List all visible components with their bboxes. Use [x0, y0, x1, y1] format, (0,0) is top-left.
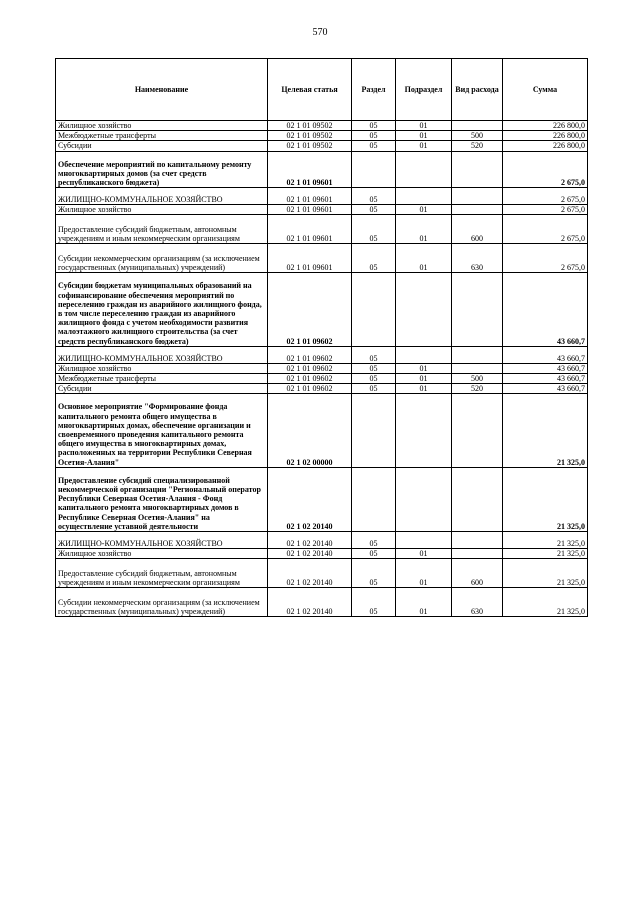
table-row	[56, 131, 588, 141]
cell-code: 02 1 01 09602	[268, 374, 352, 384]
cell-code: 02 1 02 20140	[268, 588, 352, 617]
table-row	[56, 346, 588, 363]
cell-section	[352, 394, 396, 467]
table-row	[56, 549, 588, 559]
cell-subsection: 01	[396, 588, 452, 617]
cell-name: Субсидии бюджетам муниципальных образований на софинансирование обеспечения мероприятий по переселению граждан из аварийного жилищного фонда, в том числе переселению граждан из аварийного жилищного фонда с учетом необходимости развития малоэтажного жилищного строительства (за счет средств республиканского бюджета)	[56, 273, 268, 346]
header-sum: Сумма	[503, 59, 588, 121]
cell-kind: 630	[452, 588, 503, 617]
cell-name: Субсидии	[56, 384, 268, 394]
cell-section: 05	[352, 532, 396, 549]
cell-subsection: 01	[396, 363, 452, 373]
table-row	[56, 273, 588, 346]
cell-name: ЖИЛИЩНО-КОММУНАЛЬНОЕ ХОЗЯЙСТВО	[56, 188, 268, 205]
cell-subsection	[396, 346, 452, 363]
cell-kind	[452, 346, 503, 363]
cell-kind	[452, 151, 503, 188]
table-row	[56, 588, 588, 617]
cell-kind	[452, 188, 503, 205]
cell-name: Предоставление субсидий бюджетным, автономным учреждениям и иным некоммерческим организациям	[56, 559, 268, 588]
cell-kind	[452, 273, 503, 346]
cell-name: Жилищное хозяйство	[56, 549, 268, 559]
cell-name: Предоставление субсидий специализированной некоммерческой организации "Региональный оператор Республики Северная Осетия-Алания - Фонд капитального ремонта многоквартирных домов в Республике Северная Осетия-Алания" на осуществление уставной деятельности	[56, 467, 268, 531]
cell-subsection: 01	[396, 131, 452, 141]
cell-section: 05	[352, 559, 396, 588]
cell-kind	[452, 532, 503, 549]
cell-sum: 43 660,7	[503, 346, 588, 363]
table-row	[56, 384, 588, 394]
cell-kind: 520	[452, 384, 503, 394]
table-row	[56, 467, 588, 531]
cell-sum: 226 800,0	[503, 141, 588, 151]
cell-name: Субсидии некоммерческим организациям (за исключением государственных (муниципальных) учреждений)	[56, 588, 268, 617]
cell-code: 02 1 01 09602	[268, 273, 352, 346]
cell-sum: 2 675,0	[503, 215, 588, 244]
cell-subsection	[396, 188, 452, 205]
cell-section: 05	[352, 205, 396, 215]
header-name: Наименование	[56, 59, 268, 121]
cell-kind	[452, 121, 503, 131]
cell-subsection	[396, 532, 452, 549]
cell-name: ЖИЛИЩНО-КОММУНАЛЬНОЕ ХОЗЯЙСТВО	[56, 532, 268, 549]
budget-table	[55, 58, 588, 617]
cell-sum: 21 325,0	[503, 532, 588, 549]
table-row	[56, 121, 588, 131]
cell-section: 05	[352, 384, 396, 394]
cell-section: 05	[352, 346, 396, 363]
table-row	[56, 394, 588, 467]
cell-kind	[452, 363, 503, 373]
cell-subsection: 01	[396, 121, 452, 131]
cell-code: 02 1 02 00000	[268, 394, 352, 467]
cell-section: 05	[352, 188, 396, 205]
cell-kind	[452, 205, 503, 215]
cell-code: 02 1 01 09602	[268, 346, 352, 363]
cell-sum: 2 675,0	[503, 244, 588, 273]
cell-name: Жилищное хозяйство	[56, 363, 268, 373]
cell-kind	[452, 549, 503, 559]
cell-name: Предоставление субсидий бюджетным, автономным учреждениям и иным некоммерческим организациям	[56, 215, 268, 244]
cell-sum: 21 325,0	[503, 559, 588, 588]
table-row	[56, 374, 588, 384]
cell-kind: 600	[452, 215, 503, 244]
cell-subsection	[396, 273, 452, 346]
cell-kind	[452, 394, 503, 467]
cell-code: 02 1 01 09602	[268, 363, 352, 373]
table-row	[56, 215, 588, 244]
cell-kind: 500	[452, 131, 503, 141]
cell-sum: 21 325,0	[503, 394, 588, 467]
header-section: Раздел	[352, 59, 396, 121]
cell-sum: 21 325,0	[503, 588, 588, 617]
table-row	[56, 363, 588, 373]
cell-code: 02 1 01 09502	[268, 121, 352, 131]
cell-kind	[452, 467, 503, 531]
header-code: Целевая статья	[268, 59, 352, 121]
cell-sum: 43 660,7	[503, 363, 588, 373]
cell-code: 02 1 01 09601	[268, 244, 352, 273]
cell-subsection	[396, 394, 452, 467]
cell-sum: 2 675,0	[503, 188, 588, 205]
cell-section: 05	[352, 244, 396, 273]
cell-section: 05	[352, 549, 396, 559]
cell-section: 05	[352, 141, 396, 151]
cell-subsection: 01	[396, 244, 452, 273]
cell-subsection: 01	[396, 141, 452, 151]
cell-name: Субсидии некоммерческим организациям (за исключением государственных (муниципальных) учреждений)	[56, 244, 268, 273]
cell-section: 05	[352, 374, 396, 384]
cell-code: 02 1 01 09601	[268, 215, 352, 244]
cell-sum: 43 660,7	[503, 374, 588, 384]
cell-section: 05	[352, 215, 396, 244]
table-row	[56, 188, 588, 205]
table-row	[56, 151, 588, 188]
cell-code: 02 1 01 09502	[268, 141, 352, 151]
page-number: 570	[312, 27, 328, 38]
cell-code: 02 1 02 20140	[268, 549, 352, 559]
cell-section: 05	[352, 121, 396, 131]
cell-sum: 43 660,7	[503, 384, 588, 394]
cell-code: 02 1 02 20140	[268, 467, 352, 531]
cell-kind: 520	[452, 141, 503, 151]
table-row	[56, 244, 588, 273]
cell-name: ЖИЛИЩНО-КОММУНАЛЬНОЕ ХОЗЯЙСТВО	[56, 346, 268, 363]
cell-name: Жилищное хозяйство	[56, 205, 268, 215]
cell-code: 02 1 01 09601	[268, 205, 352, 215]
cell-kind: 630	[452, 244, 503, 273]
cell-code: 02 1 01 09601	[268, 151, 352, 188]
cell-section	[352, 467, 396, 531]
cell-name: Основное мероприятие "Формирование фонда капитального ремонта общего имущества в многоквартирных домах, обеспечение организации и своевременного проведения капитального ремонта общего имущества в многоквартирных домах, расположенных на территории Республики Северная Осетия-Алания"	[56, 394, 268, 467]
cell-name: Межбюджетные трансферты	[56, 374, 268, 384]
table-header-row	[56, 59, 588, 121]
cell-code: 02 1 01 09502	[268, 131, 352, 141]
cell-name: Межбюджетные трансферты	[56, 131, 268, 141]
cell-subsection: 01	[396, 205, 452, 215]
table-row	[56, 559, 588, 588]
cell-sum: 2 675,0	[503, 151, 588, 188]
cell-subsection	[396, 151, 452, 188]
cell-name: Жилищное хозяйство	[56, 121, 268, 131]
cell-sum: 226 800,0	[503, 131, 588, 141]
cell-sum: 226 800,0	[503, 121, 588, 131]
cell-section: 05	[352, 588, 396, 617]
cell-subsection: 01	[396, 215, 452, 244]
cell-name: Обеспечение мероприятий по капитальному ремонту многоквартирных домов (за счет средств республиканского бюджета)	[56, 151, 268, 188]
cell-subsection	[396, 467, 452, 531]
table-row	[56, 141, 588, 151]
cell-sum: 43 660,7	[503, 273, 588, 346]
cell-name: Субсидии	[56, 141, 268, 151]
header-subsection: Подраздел	[396, 59, 452, 121]
cell-section	[352, 273, 396, 346]
cell-kind: 600	[452, 559, 503, 588]
cell-subsection: 01	[396, 374, 452, 384]
cell-code: 02 1 02 20140	[268, 559, 352, 588]
cell-subsection: 01	[396, 559, 452, 588]
cell-subsection: 01	[396, 549, 452, 559]
cell-subsection: 01	[396, 384, 452, 394]
table-row	[56, 532, 588, 549]
header-kind: Вид расхода	[452, 59, 503, 121]
cell-section: 05	[352, 363, 396, 373]
cell-code: 02 1 01 09602	[268, 384, 352, 394]
cell-sum: 21 325,0	[503, 549, 588, 559]
cell-section: 05	[352, 131, 396, 141]
cell-kind: 500	[452, 374, 503, 384]
cell-sum: 2 675,0	[503, 205, 588, 215]
cell-sum: 21 325,0	[503, 467, 588, 531]
cell-code: 02 1 02 20140	[268, 532, 352, 549]
table-row	[56, 205, 588, 215]
cell-code: 02 1 01 09601	[268, 188, 352, 205]
cell-section	[352, 151, 396, 188]
